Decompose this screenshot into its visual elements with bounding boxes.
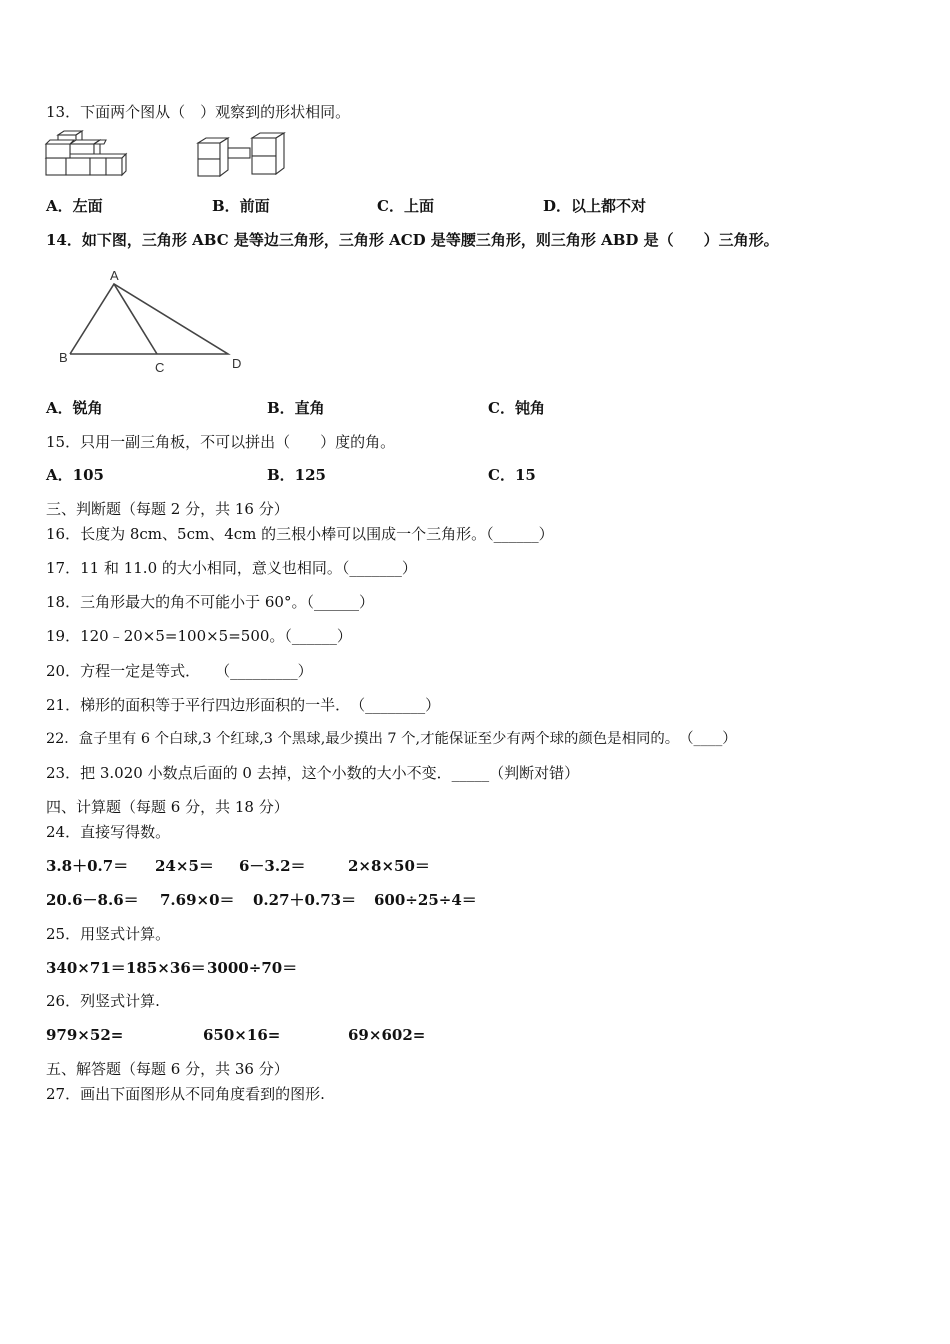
q14-label-c: C	[155, 360, 165, 375]
q26-item: 650×16=	[203, 1026, 281, 1044]
q25-item: 185×36＝	[126, 959, 206, 977]
q24-item: 2×8×50＝	[348, 857, 430, 875]
section-3-heading: 三、判断题（每题 2 分，共 16 分）	[46, 500, 289, 518]
q15-option-a[interactable]: A．105	[46, 466, 104, 484]
q13-option-b[interactable]: B．前面	[212, 197, 270, 215]
q24-stem: 24．直接写得数。	[46, 823, 171, 841]
q14-option-c[interactable]: C．钝角	[488, 399, 545, 417]
q18: 18．三角形最大的角不可能小于 60°。（______）	[46, 593, 374, 611]
q20: 20．方程一定是等式． （_________）	[46, 662, 313, 680]
q14-label-a: A	[110, 268, 119, 283]
q25-stem: 25．用竖式计算。	[46, 925, 171, 943]
q16: 16．长度为 8cm、5cm、4cm 的三根小棒可以围成一个三角形。（______）	[46, 525, 554, 543]
q17: 17．11 和 11.0 的大小相同，意义也相同。（_______）	[46, 559, 417, 577]
q13-stem: 13．下面两个图从（ ）观察到的形状相同。	[46, 103, 351, 121]
q25-item: 3000÷70＝	[207, 959, 298, 977]
q14-stem: 14．如下图，三角形 ABC 是等边三角形，三角形 ACD 是等腰三角形，则三角形 ABD 是（ ）三角形。	[46, 231, 779, 249]
q24-item: 7.69×0＝	[160, 891, 235, 909]
q14-label-d: D	[232, 356, 242, 371]
q24-item: 6－3.2＝	[239, 857, 306, 875]
q21: 21．梯形的面积等于平行四边形面积的一半． （________）	[46, 696, 441, 714]
q13-figure-left	[44, 130, 134, 180]
q24-item: 600÷25÷4＝	[374, 891, 477, 909]
q13-option-d[interactable]: D．以上都不对	[543, 197, 647, 215]
q14-option-b[interactable]: B．直角	[267, 399, 325, 417]
section-4-heading: 四、计算题（每题 6 分，共 18 分）	[46, 798, 289, 816]
q15-stem: 15．只用一副三角板，不可以拼出（ ）度的角。	[46, 433, 396, 451]
q19: 19．120﹣20×5=100×5=500。（______）	[46, 627, 352, 645]
q26-stem: 26．列竖式计算.	[46, 992, 160, 1010]
q26-item: 69×602=	[348, 1026, 426, 1044]
q23: 23．把 3.020 小数点后面的 0 去掉，这个小数的大小不变．_____（判断对错）	[46, 764, 580, 782]
q27: 27．画出下面图形从不同角度看到的图形.	[46, 1085, 325, 1103]
q24-item: 24×5＝	[155, 857, 214, 875]
q15-option-c[interactable]: C．15	[488, 466, 536, 484]
q24-item: 3.8＋0.7＝	[46, 857, 129, 875]
q22: 22．盒子里有 6 个白球,3 个红球,3 个黑球,最少摸出 7 个,才能保证至少有两个球的颜色是相同的。 （____）	[46, 731, 737, 747]
q25-item: 340×71＝	[46, 959, 126, 977]
q13-option-a[interactable]: A．左面	[46, 197, 103, 215]
q24-item: 20.6－8.6＝	[46, 891, 139, 909]
q13-option-c[interactable]: C．上面	[377, 197, 434, 215]
q26-item: 979×52=	[46, 1026, 124, 1044]
q15-option-b[interactable]: B．125	[267, 466, 326, 484]
q14-option-a[interactable]: A．锐角	[46, 399, 103, 417]
q24-item: 0.27＋0.73＝	[253, 891, 357, 909]
section-5-heading: 五、解答题（每题 6 分，共 36 分）	[46, 1060, 289, 1078]
q14-label-b: B	[59, 350, 68, 365]
q13-figure-right	[196, 130, 296, 180]
q14-triangle-figure	[56, 264, 266, 384]
